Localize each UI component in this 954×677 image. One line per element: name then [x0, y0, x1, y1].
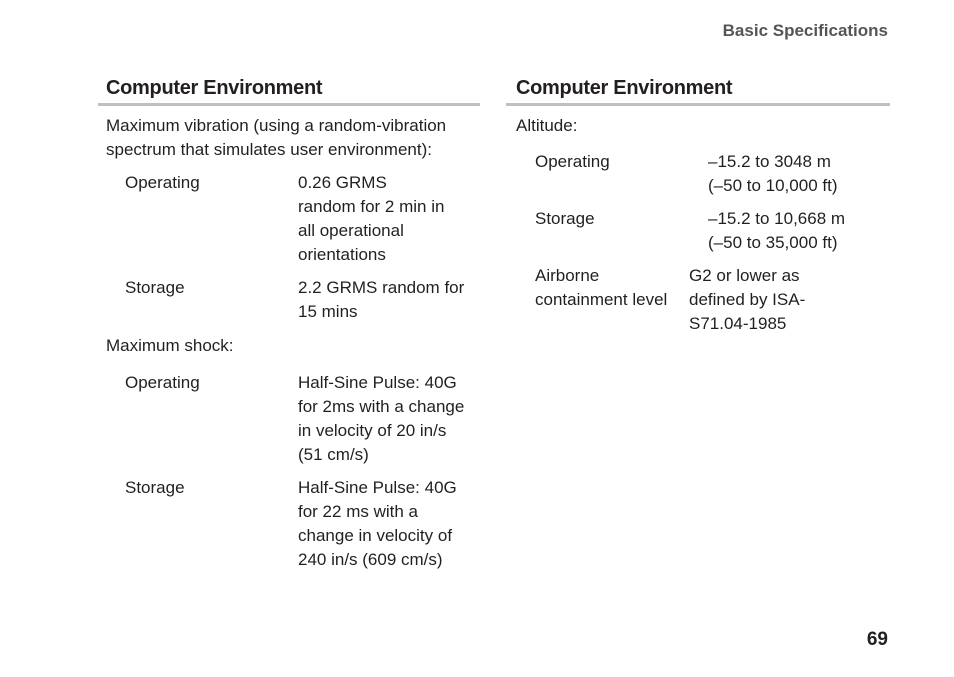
- spec-label: Storage: [125, 478, 185, 497]
- spec-value: 2.2 GRMS random for 15 mins: [298, 278, 465, 321]
- spec-row: [516, 207, 890, 255]
- section-divider: [98, 103, 480, 106]
- spec-label: Storage: [125, 278, 185, 297]
- page-number: 69: [866, 629, 888, 650]
- vibration-intro: Maximum vibration (using a random-vibration spectrum that simulates user environment):: [106, 116, 447, 159]
- spec-row: [106, 371, 480, 467]
- left-column: [106, 76, 480, 572]
- spec-label: Operating: [125, 173, 200, 192]
- running-header: Basic Specifications: [722, 21, 888, 40]
- spec-value: Half-Sine Pulse: 40G for 2ms with a change in velocity of 20 in/s (51 cm/s): [298, 373, 465, 464]
- spec-label: Airborne containment level: [535, 266, 668, 309]
- spec-value: Half-Sine Pulse: 40G for 22 ms with a change in velocity of 240 in/s (609 cm/s): [298, 478, 457, 569]
- spec-label: Operating: [535, 152, 610, 171]
- spec-row: [516, 264, 890, 336]
- section-title: Computer Environment: [516, 77, 733, 99]
- spec-row: [106, 171, 480, 267]
- shock-intro: Maximum shock:: [106, 336, 234, 355]
- right-column: [516, 76, 890, 336]
- section-title: Computer Environment: [106, 77, 323, 99]
- spec-value: G2 or lower as defined by ISA-S71.04-1985: [689, 266, 806, 333]
- spec-label: Storage: [535, 209, 595, 228]
- spec-label: Operating: [125, 373, 200, 392]
- spec-row: [106, 276, 480, 324]
- section-divider: [506, 103, 890, 106]
- spec-value: –15.2 to 3048 m (–50 to 10,000 ft): [708, 152, 838, 195]
- spec-value: 0.26 GRMS random for 2 min in all operational orientations: [298, 173, 445, 264]
- spec-row: [106, 476, 480, 572]
- spec-value: –15.2 to 10,668 m (–50 to 35,000 ft): [708, 209, 846, 252]
- altitude-intro: Altitude:: [516, 116, 578, 135]
- spec-row: [516, 150, 890, 198]
